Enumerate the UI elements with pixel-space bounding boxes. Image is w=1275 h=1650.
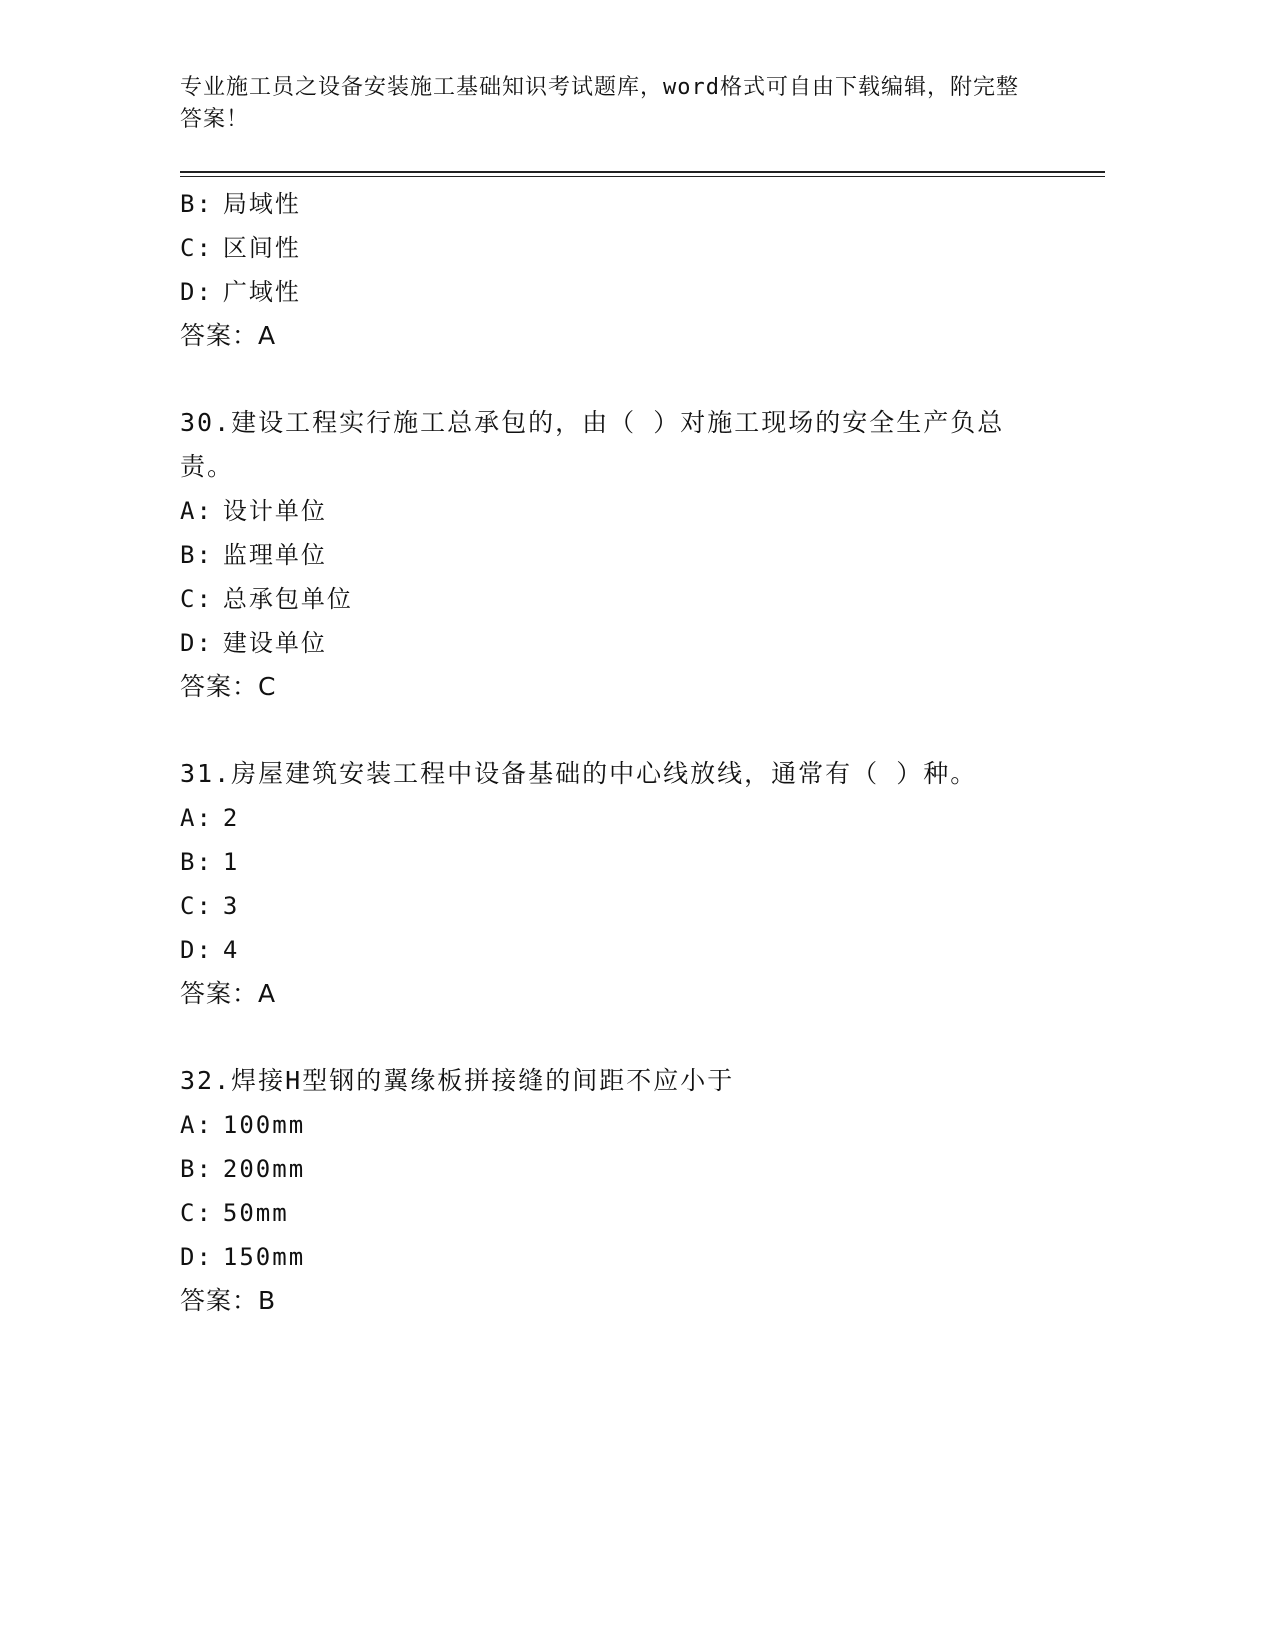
option-b: [180, 1147, 1080, 1191]
option-d: [180, 1235, 1080, 1279]
option-d: [180, 621, 1080, 665]
option-text: 2: [222, 804, 240, 832]
answer-line: 答案：A: [180, 979, 277, 1008]
option-label: C:: [180, 1199, 213, 1227]
option-c: [180, 884, 1080, 928]
option-d: [180, 928, 1080, 972]
option-label: A:: [180, 804, 213, 832]
option-label: B:: [180, 848, 213, 876]
option-a: [180, 489, 1080, 533]
header-rule-thick: [180, 171, 1105, 173]
option-label: D:: [180, 278, 213, 306]
option-a: [180, 796, 1080, 840]
document-header: 专业施工员之设备安装施工基础知识考试题库，word格式可自由下载编辑，附完整答案！: [180, 75, 1019, 132]
option-text: 设计单位: [222, 497, 327, 525]
option-b: [180, 840, 1080, 884]
option-text: 4: [222, 936, 240, 964]
option-label: D:: [180, 629, 213, 657]
answer-line: 答案：A: [180, 321, 277, 350]
option-label: A:: [180, 1111, 213, 1139]
question-stem: 30.建设工程实行施工总承包的，由（ ）对施工现场的安全生产负总责。: [180, 408, 1005, 481]
option-label: B:: [180, 541, 213, 569]
option-b: [180, 182, 1080, 226]
option-text: 建设单位: [222, 629, 327, 657]
option-text: 50mm: [222, 1199, 289, 1227]
question-stem: 32.焊接H型钢的翼缘板拼接缝的间距不应小于: [180, 1066, 735, 1095]
option-text: 总承包单位: [222, 585, 353, 613]
option-b: [180, 533, 1080, 577]
answer-line: 答案：B: [180, 1286, 277, 1315]
option-a: [180, 1103, 1080, 1147]
option-label: C:: [180, 585, 213, 613]
question-list: [180, 182, 1080, 1323]
option-label: A:: [180, 497, 213, 525]
question-stem: 31.房屋建筑安装工程中设备基础的中心线放线，通常有（ ）种。: [180, 759, 978, 788]
option-d: [180, 270, 1080, 314]
option-text: 广域性: [222, 278, 301, 306]
option-label: C:: [180, 234, 213, 262]
option-label: D:: [180, 936, 213, 964]
option-text: 150mm: [222, 1243, 306, 1271]
header-rule-thin: [180, 176, 1105, 177]
option-text: 100mm: [222, 1111, 306, 1139]
option-text: 200mm: [222, 1155, 306, 1183]
option-label: B:: [180, 1155, 213, 1183]
option-label: D:: [180, 1243, 213, 1271]
option-label: B:: [180, 190, 213, 218]
option-c: [180, 1191, 1080, 1235]
option-text: 3: [222, 892, 240, 920]
option-text: 监理单位: [222, 541, 327, 569]
option-text: 1: [222, 848, 240, 876]
option-c: [180, 577, 1080, 621]
option-label: C:: [180, 892, 213, 920]
option-c: [180, 226, 1080, 270]
option-text: 区间性: [222, 234, 301, 262]
answer-line: 答案：C: [180, 672, 277, 701]
option-text: 局域性: [222, 190, 301, 218]
